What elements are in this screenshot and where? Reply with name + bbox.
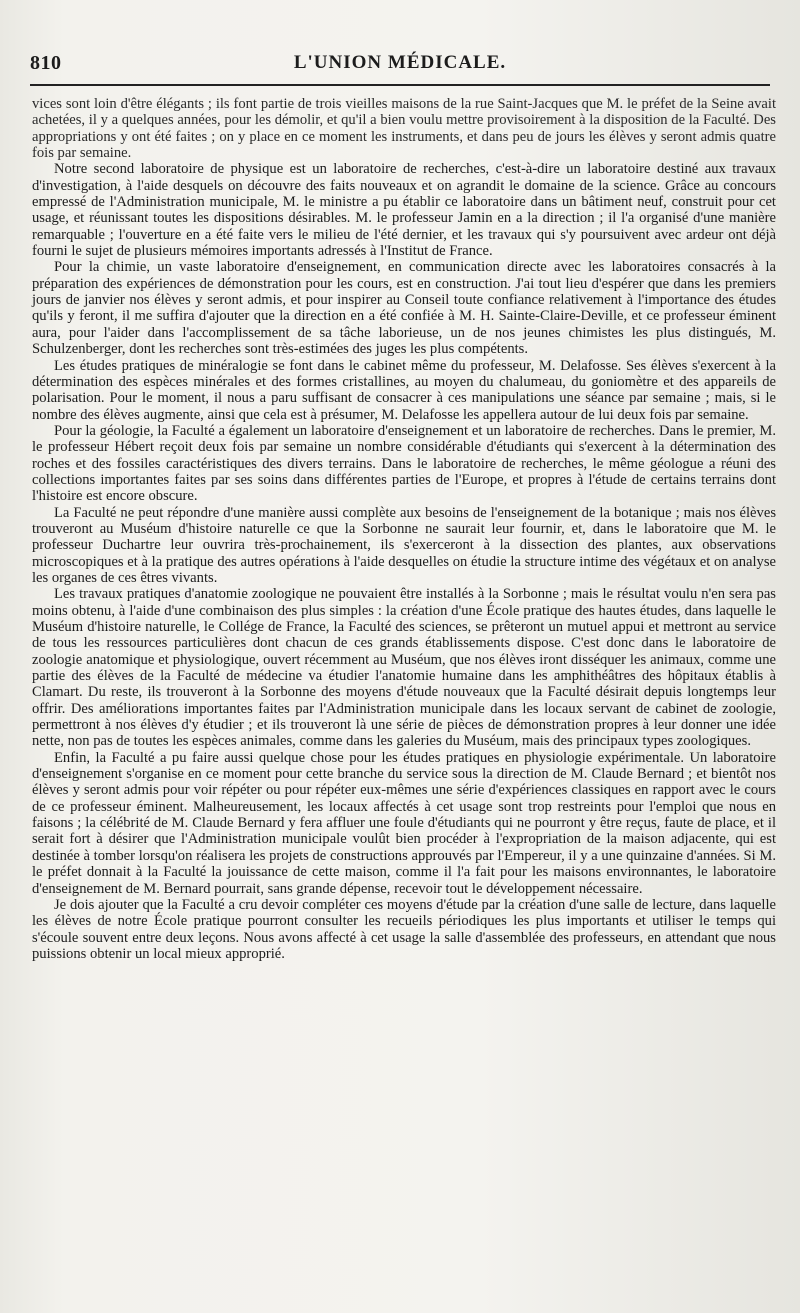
header-rule [30,84,770,86]
paragraph-physics-research: Notre second laboratoire de physique est un laboratoire de recherches, c'est-à-dire un laboratoire destiné aux travaux d'investigation, à l'aide desquels on découvre des faits nouveaux et on agrandit le domaine de la science. Grâce au concours empressé de l'Administration municipale, M. le ministre a pu établir ce laboratoire dans un bâtiment neuf, construit pour cet usage, et réunissant toutes les dispositions désirables. M. le professeur Jamin en a la direction ; il l'a organisé d'une manière remarquable ; l'ouverture en a été faite vers le milieu de l'été dernier, et les travaux qui s'y poursuivent avec ardeur ont déjà fourni le sujet de plusieurs mémoires importants adressés à l'Institut de France. [32,161,776,260]
page-number: 810 [30,52,62,74]
paragraph-zoology: Les travaux pratiques d'anatomie zoologique ne pouvaient être installés à la Sorbonne ; mais le résultat voulu n'en sera pas moins obtenu, à l'aide d'une combinaison des plus simples : la création d'une École pratique des hautes études, dans laquelle le Muséum d'histoire naturelle, le Collége de France, la Faculté des sciences, se prêteront un mutuel appui et mettront au service de tous les ressources particulières dont chacun de ces grands établissements dispose. C'est donc dans le laboratoire de zoologie anatomique et physiologique, ouvert récemment au Muséum, que nos élèves iront disséquer les animaux, comme une partie des élèves de la Faculté de médecine va étudier l'anatomie humaine dans les amphithéâtres des hôpitaux établis à Clamart. Du reste, ils trouveront à la Sorbonne des moyens d'étude nouveaux que la Faculté désirait depuis longtemps leur offrir. Des améliorations importantes faites par l'Administration municipale dans les locaux servant de cabinet de zoologie, permettront à nos élèves d'y étudier ; et ils trouveront là une série de pièces de démonstration propres à leur donner une idée nette, non pas de toutes les espèces animales, comme dans les galeries du Muséum, mais des principaux types zoologiques. [32,586,776,750]
paragraph-physiology: Enfin, la Faculté a pu faire aussi quelque chose pour les études pratiques en physiologie expérimentale. Un laboratoire d'enseignement s'organise en ce moment pour cette branche du service sous la direction de M. Claude Bernard ; et bientôt nos élèves y seront admis pour voir répéter ou pour répéter eux-mêmes une série d'expériences classiques en rapport avec le cours de ce professeur éminent. Malheureusement, les locaux affectés à cet usage sont trop restreints pour l'emploi que nous en faisons ; la célébrité de M. Claude Bernard y fera affluer une foule d'étudiants qui ne pourront y être reçus, faute de place, et il serait fort à désirer que l'Administration municipale voulût bien procéder à l'expropriation de la maison adjacente, qui est destinée à tomber lorsqu'on réalisera les projets de constructions approuvés par l'Empereur, il y a une quinzaine d'années. Si M. le préfet donnait à la Faculté la jouissance de cette maison, comme il l'a fait pour les maisons environnantes, le laboratoire d'enseignement de M. Bernard pourrait, sans grande dépense, recevoir tout le développement nécessaire. [32,749,776,897]
paragraph-continuation: vices sont loin d'être élégants ; ils font partie de trois vieilles maisons de la rue Saint-Jacques que M. le préfet de la Seine avait achetées, il y a quelques années, pour les démolir, et qu'il a bien voulu mettre provisoirement à la disposition de la Faculté. Des appropriations y ont été faites ; on y place en ce moment les instruments, et dans peu de jours les élèves y seront admis quatre fois par semaine. [32,96,776,162]
running-title: L'UNION MÉDICALE. [293,52,507,73]
body-text [32,96,776,962]
page-header [30,52,770,80]
paragraph-reading-room: Je dois ajouter que la Faculté a cru devoir compléter ces moyens d'étude par la création d'une salle de lecture, dans laquelle les élèves de notre École pratique pourront consulter les recueils périodiques les plus importants et utiliser le temps qui s'écoule souvent entre deux leçons. Nous avons affecté à cet usage la salle d'assemblée des professeurs, en attendant que nous puissions obtenir un local mieux approprié. [32,896,776,962]
paragraph-chemistry: Pour la chimie, un vaste laboratoire d'enseignement, en communication directe avec les laboratoires consacrés à la préparation des expériences de démonstration pour les cours, est en construction. J'ai tout lieu d'espérer que dans les premiers jours de janvier nos élèves y seront admis, et pour inspirer au Conseil toute confiance relativement à l'importance des études qu'ils y feront, il me suffira d'ajouter que la direction en a été confiée à M. H. Sainte-Claire-Deville, et ce professeur éminent aura, pour l'aider dans l'accomplissement de sa tâche laborieuse, un de nos jeunes chimistes les plus distingués, M. Schulzenberger, dont les recherches sont très-estimées des juges les plus compétents. [32,259,776,358]
paragraph-mineralogy: Les études pratiques de minéralogie se font dans le cabinet même du professeur, M. Delafosse. Ses élèves s'exercent à la détermination des espèces minérales et des formes cristallines, au moyen du chalumeau, du goniomètre et des appareils de polarisation. Pour le moment, il nous a paru suffisant de consacrer à ces manipulations une séance par semaine ; mais, si le nombre des élèves augmente, ainsi que cela est à présumer, M. Delafosse les appellera autour de lui deux fois par semaine. [32,357,776,423]
paragraph-geology: Pour la géologie, la Faculté a également un laboratoire d'enseignement et un laboratoire de recherches. Dans le premier, M. le professeur Hébert reçoit deux fois par semaine un nombre considérable d'étudiants qui s'exercent à la détermination des roches et des fossiles caractéristiques des divers terrains. Dans le laboratoire de recherches, le même géologue a réuni des collections importantes faites par ses soins dans différentes parties de l'Europe, et propres à l'étude de certains terrains dont l'histoire est encore obscure. [32,422,776,505]
paragraph-botany: La Faculté ne peut répondre d'une manière aussi complète aux besoins de l'enseignement de la botanique ; mais nos élèves trouveront au Muséum d'histoire naturelle ce que la Sorbonne ne saurait leur fournir, et, dans le laboratoire que M. le professeur Duchartre leur ouvrira très-prochainement, ils s'exerceront à la dissection des plantes, aux observations microscopiques et à la pratique des autres opérations à l'aide desquelles on étudie la structure intime des végétaux et on analyse les organes de ces êtres vivants. [32,504,776,586]
